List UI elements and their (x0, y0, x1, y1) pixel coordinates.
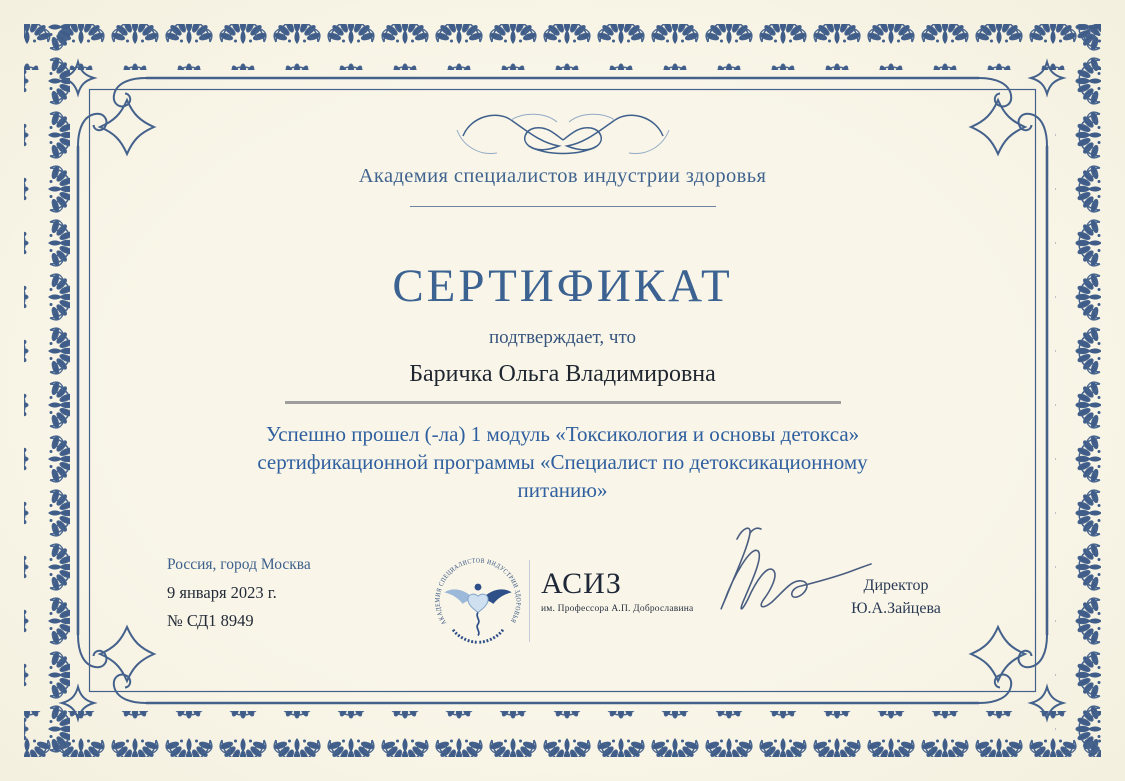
certificate-number: № СД1 8949 (167, 611, 254, 630)
asiz-emblem (430, 551, 526, 651)
certificate-title: СЕРТИФИКАТ (392, 260, 733, 312)
body-line-2: сертификационной программы «Специалист по детоксикационному (257, 450, 868, 474)
border-strip-bottom (24, 711, 1101, 757)
director-role: Директор (863, 577, 929, 594)
certificate-subtitle: подтверждает, что (488, 327, 637, 348)
body-line-1: Успешно прошел (-ла) 1 модуль «Токсикология и основы детокса» (265, 422, 860, 446)
issue-date: 9 января 2023 г. (167, 583, 277, 602)
caduceus-icon (444, 584, 511, 636)
issue-location: Россия, город Москва (167, 556, 311, 573)
director-block (840, 574, 952, 620)
logo-lockup (541, 567, 693, 614)
certificate-body (0, 420, 1125, 504)
issue-details (167, 556, 311, 631)
frame-corner-bottom-left (62, 627, 154, 719)
border-strip-top (24, 24, 1101, 70)
recipient-name: Баричка Ольга Владимировна (409, 361, 716, 387)
flourish-ornament (453, 100, 673, 162)
organization-underline (410, 206, 716, 207)
recipient-underline (285, 401, 841, 404)
director-name: Ю.А.Зайцева (851, 600, 941, 617)
logo-divider (529, 560, 530, 642)
logo-acronym: АСИЗ (541, 567, 622, 600)
organization-name: Академия специалистов индустрии здоровья (358, 165, 767, 187)
border-strip-right (1055, 24, 1101, 757)
border-strip-left (24, 24, 70, 757)
frame-corner-bottom-right (971, 627, 1063, 719)
emblem-ring-text: АКАДЕМИЯ СПЕЦИАЛИСТОВ ИНДУСТРИИ ЗДОРОВЬЯ (434, 557, 522, 626)
frame-corner-top-left (62, 62, 154, 154)
logo-named-after: им. Профессора А.П. Доброславина (541, 604, 694, 614)
frame-corner-top-right (971, 62, 1063, 154)
body-line-3: питанию» (517, 478, 608, 502)
